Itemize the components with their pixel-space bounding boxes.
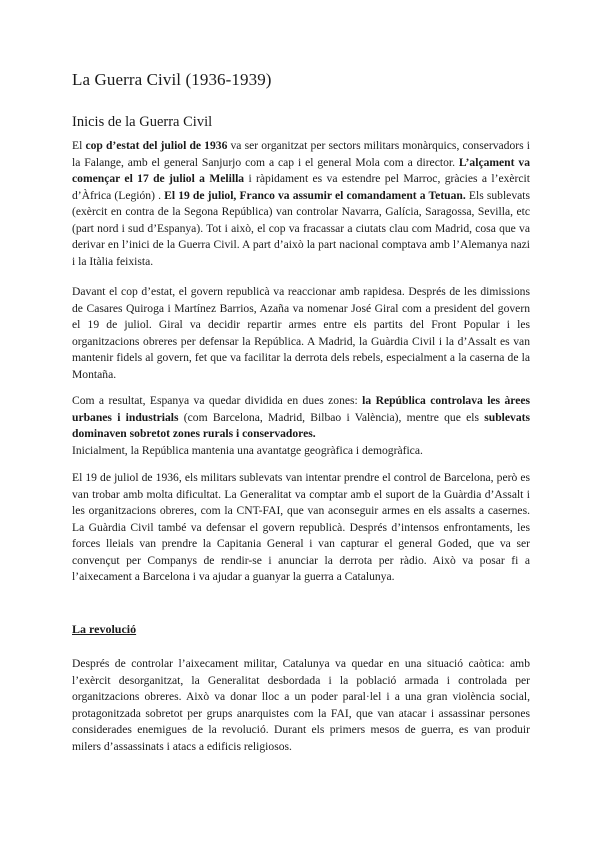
bold-run: L’alçament va començar el 17 de juliol a Melilla bbox=[72, 155, 530, 185]
bold-run: sublevats dominaven sobretot zones rurals i conservadores. bbox=[72, 410, 530, 440]
text-run: Com a resultat, Espanya va quedar dividida en dues zones: bbox=[72, 394, 363, 407]
bold-run: El 19 de juliol, Franco va assumir el comandament a Tetuan. bbox=[164, 188, 466, 202]
text-run: va ser organitzat per sectors militars monàrquics, conservadors i la Falange, amb el general Sanjurjo com a cap i el general Mola com a director. bbox=[72, 139, 530, 169]
paragraph-cop-estat bbox=[72, 138, 530, 270]
paragraph-revolucio: Després de controlar l’aixecament militar, Catalunya va quedar en una situació caòtica: amb l’exèrcit desorganitzat, la Generalitat desbordada i la població armada i controlada per organitzacions obreres. Això va donar lloc a un poder paral·lel i a una gran violència social, protagonitzada sobretot per grups anarquistes com la FAI, que van atacar i assassinar persones considerades enemigues de la revolució. Durant els primers mesos de guerra, es van produir milers d’assassinats i atacs a edificis religiosos. bbox=[72, 657, 530, 753]
paragraph-reaccio-govern: Davant el cop d’estat, el govern republicà va reaccionar amb rapidesa. Després de les dimissions de Casares Quiroga i Martínez Barrios, Azaña va nomenar José Giral com a president del govern el 19 de juliol. Giral va decidir repartir armes entre els partits del Front Popular i les organitzacions obreres per defensar la República. A Madrid, la Guàrdia Civil i la d’Assalt es van mantenir fidels al govern, fet que va facilitar la derrota dels rebels, especialment a la caserna de la Montaña. bbox=[72, 285, 530, 381]
text-run: i ràpidament es va estendre pel Marroc, gràcies a l’exèrcit d’Àfrica (Legión) . bbox=[72, 172, 530, 202]
text-run: El bbox=[72, 139, 86, 152]
document-title: La Guerra Civil (1936-1939) bbox=[72, 70, 272, 89]
bold-run: cop d’estat del juliol de 1936 bbox=[85, 139, 228, 152]
text-run: Inicialment, la República mantenia una avantatge geogràfica i demogràfica. bbox=[72, 443, 423, 457]
paragraph-barcelona: El 19 de juliol de 1936, els militars sublevats van intentar prendre el control de Barcelona, però es van trobar amb molta dificultat. La Generalitat va comptar amb el suport de la Guàrdia d’Assalt i les organitzacions obreres, com la CNT-FAI, que van aconseguir armes en els assalts a casernes. La Guàrdia Civil també va defensar el govern republicà. Després d’intensos enfrontaments, les forces lleials van prendre la Capitania General i van capturar el general Goded, que va ser convençut per Companys de rendir-se i anunciar la derrota per ràdio. Això va posar fi a l’aixecament a Barcelona i va ajudar a guanyar la guerra a Catalunya. bbox=[72, 471, 530, 583]
text-run: (com Barcelona, Madrid, Bilbao i València), mentre que els bbox=[178, 410, 485, 424]
section-heading-revolucio: La revolució bbox=[72, 622, 137, 636]
bold-run: la República controlava les àrees urbanes i industrials bbox=[72, 394, 530, 424]
paragraph-divisio-zones bbox=[72, 393, 530, 459]
text-run: Els sublevats (exèrcit en contra de la Segona República) van controlar Navarra, Galícia, Saragossa, Sevilla, etc (part nord i sud d’Espanya). Tot i això, el cop va fracassar a ciutats clau com Madrid, cosa que va derivar en l’inici de la Guerra Civil. A part d’això la part nacional comptava amb l’Alemanya nazi i la Itàlia feixista. bbox=[72, 188, 531, 268]
section-subtitle-inicis: Inicis de la Guerra Civil bbox=[72, 114, 213, 130]
